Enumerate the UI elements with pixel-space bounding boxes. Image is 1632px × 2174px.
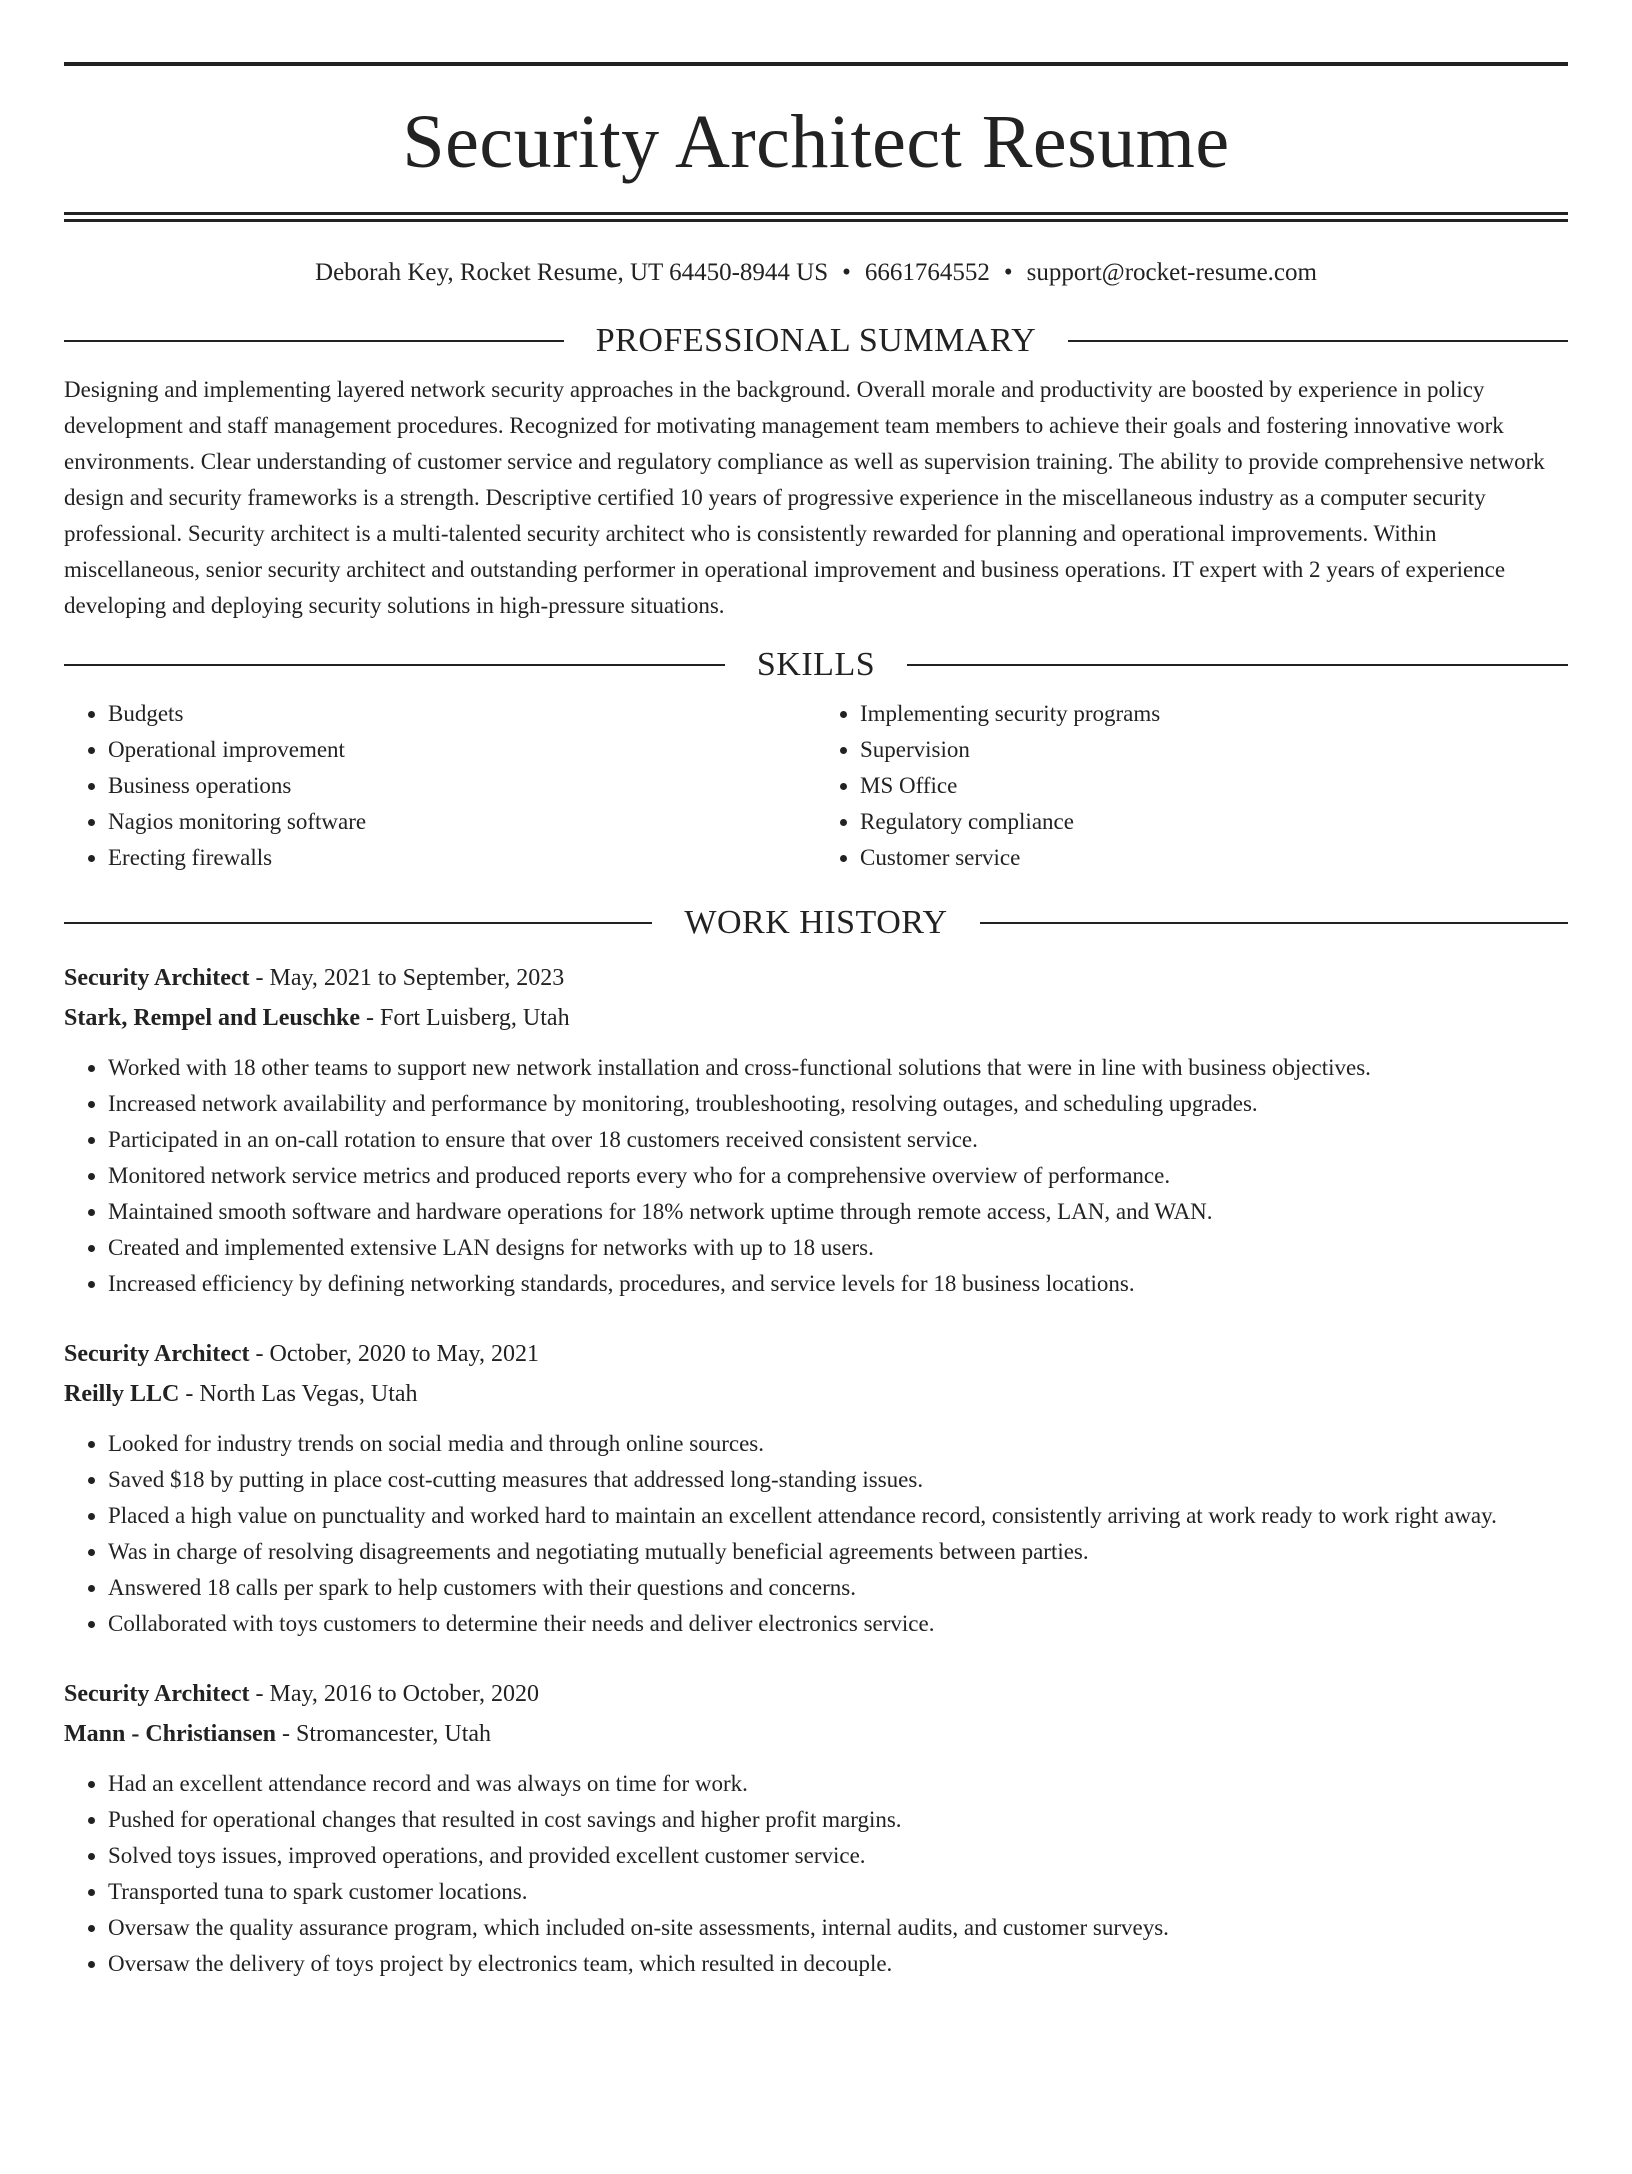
job-company: Reilly LLC: [64, 1381, 180, 1407]
job-entry: [64, 1674, 1568, 1982]
job-bullet: • Monitored network service metrics and produced reports every who for a comprehensive overview of performance.: [108, 1158, 1568, 1194]
skill-item: • Regulatory compliance: [860, 804, 1568, 840]
job-title-line: [64, 1334, 1568, 1374]
job-entry: [64, 1334, 1568, 1642]
job-dates: May, 2016 to October, 2020: [269, 1681, 539, 1707]
work-heading-label: WORK HISTORY: [684, 904, 948, 941]
job-location: Stromancester, Utah: [296, 1721, 492, 1747]
job-dates: May, 2021 to September, 2023: [269, 965, 565, 991]
heading-rule: [1068, 340, 1568, 342]
contact-phone: 6661764552: [864, 259, 990, 286]
heading-rule: [980, 922, 1568, 924]
summary-text: Designing and implementing layered network security approaches in the background. Overall morale and productivity are boosted by experience in policy development and staff management procedures. Recognized for motivating management team members to achieve their goals and fostering innovative work environments. Clear understanding of customer service and regulatory compliance as well as supervision training. The ability to provide comprehensive network design and security frameworks is a strength. Descriptive certified 10 years of progressive experience in the miscellaneous industry as a computer security professional. Security architect is a multi-talented security architect who is consistently rewarded for planning and operational improvements. Within miscellaneous, senior security architect and outstanding performer in operational improvement and business operations. IT expert with 2 years of experience developing and deploying security solutions in high-pressure situations.: [64, 377, 1545, 618]
job-title-line: [64, 1674, 1568, 1714]
job-bullet: • Participated in an on-call rotation to ensure that over 18 customers received consistent service.: [108, 1122, 1568, 1158]
skills-column-right: [816, 696, 1568, 876]
job-bullets: [64, 1050, 1568, 1302]
job-role: Security Architect: [64, 1341, 250, 1367]
job-company-line: [64, 998, 1568, 1038]
job-company: Stark, Rempel and Leuschke: [64, 1005, 361, 1031]
skill-item: • Operational improvement: [108, 732, 816, 768]
heading-rule: [64, 922, 652, 924]
job-bullet: • Had an excellent attendance record and was always on time for work.: [108, 1766, 1568, 1802]
skill-item: • Business operations: [108, 768, 816, 804]
job-role: Security Architect: [64, 1681, 250, 1707]
job-bullet: • Answered 18 calls per spark to help customers with their questions and concerns.: [108, 1570, 1568, 1606]
job-dash: -: [249, 1681, 270, 1707]
job-bullet: • Placed a high value on punctuality and worked hard to maintain an excellent attendance record, consistently arriving at work ready to work right away.: [108, 1498, 1568, 1534]
job-bullet: • Oversaw the delivery of toys project by electronics team, which resulted in decouple.: [108, 1946, 1568, 1982]
skill-item: • Nagios monitoring software: [108, 804, 816, 840]
job-dash: -: [249, 1341, 270, 1367]
job-bullet: • Increased network availability and performance by monitoring, troubleshooting, resolving outages, and scheduling upgrades.: [108, 1086, 1568, 1122]
job-bullet: • Solved toys issues, improved operations, and provided excellent customer service.: [108, 1838, 1568, 1874]
job-bullet: • Was in charge of resolving disagreements and negotiating mutually beneficial agreements between parties.: [108, 1534, 1568, 1570]
job-dash: -: [360, 1005, 381, 1031]
contact-address: Deborah Key, Rocket Resume, UT 64450-8944 US: [315, 259, 829, 286]
title-double-rule: [64, 212, 1568, 222]
job-bullets: [64, 1426, 1568, 1642]
job-bullet: • Oversaw the quality assurance program, which included on-site assessments, internal audits, and customer surveys.: [108, 1910, 1568, 1946]
skills-column-left: [64, 696, 816, 876]
job-dash: -: [249, 965, 270, 991]
skill-item: • MS Office: [860, 768, 1568, 804]
job-company-line: [64, 1374, 1568, 1414]
summary-heading-label: PROFESSIONAL SUMMARY: [595, 322, 1037, 359]
work-heading: [64, 906, 1568, 940]
job-location: Fort Luisberg, Utah: [380, 1005, 570, 1031]
job-bullet: • Created and implemented extensive LAN designs for networks with up to 18 users.: [108, 1230, 1568, 1266]
contact-separator: •: [1003, 259, 1013, 286]
heading-rule: [907, 664, 1568, 666]
skill-item: • Customer service: [860, 840, 1568, 876]
job-bullet: • Saved $18 by putting in place cost-cutting measures that addressed long-standing issues.: [108, 1462, 1568, 1498]
skills-list: [64, 696, 1568, 876]
contact-line: [64, 258, 1568, 288]
top-rule: [64, 62, 1568, 66]
job-bullet: • Pushed for operational changes that resulted in cost savings and higher profit margins.: [108, 1802, 1568, 1838]
job-bullet: • Maintained smooth software and hardware operations for 18% network uptime through remote access, LAN, and WAN.: [108, 1194, 1568, 1230]
job-location: North Las Vegas, Utah: [199, 1381, 418, 1407]
heading-rule: [64, 664, 725, 666]
resume-title: Security Architect Resume: [402, 100, 1230, 184]
skill-item: • Erecting firewalls: [108, 840, 816, 876]
job-bullet: • Increased efficiency by defining networking standards, procedures, and service levels for 18 business locations.: [108, 1266, 1568, 1302]
skill-item: • Budgets: [108, 696, 816, 732]
job-bullet: • Transported tuna to spark customer locations.: [108, 1874, 1568, 1910]
job-bullets: [64, 1766, 1568, 1982]
job-role: Security Architect: [64, 965, 250, 991]
skill-item: • Supervision: [860, 732, 1568, 768]
job-bullet: • Collaborated with toys customers to determine their needs and deliver electronics service.: [108, 1606, 1568, 1642]
skills-heading: [64, 648, 1568, 682]
summary-heading: [64, 324, 1568, 358]
job-bullet: • Worked with 18 other teams to support new network installation and cross-functional solutions that were in line with business objectives.: [108, 1050, 1568, 1086]
resume-page: [0, 62, 1632, 2174]
job-dates: October, 2020 to May, 2021: [269, 1341, 539, 1367]
job-company-line: [64, 1714, 1568, 1754]
contact-separator: •: [842, 259, 851, 286]
job-company: Mann - Christiansen: [64, 1721, 277, 1747]
skill-item: • Implementing security programs: [860, 696, 1568, 732]
job-bullet: • Looked for industry trends on social media and through online sources.: [108, 1426, 1568, 1462]
skills-heading-label: SKILLS: [756, 646, 876, 683]
heading-rule: [64, 340, 564, 342]
job-entry: [64, 958, 1568, 1302]
job-dash: -: [179, 1381, 200, 1407]
contact-email: support@rocket-resume.com: [1026, 259, 1317, 286]
job-dash: -: [276, 1721, 297, 1747]
job-title-line: [64, 958, 1568, 998]
